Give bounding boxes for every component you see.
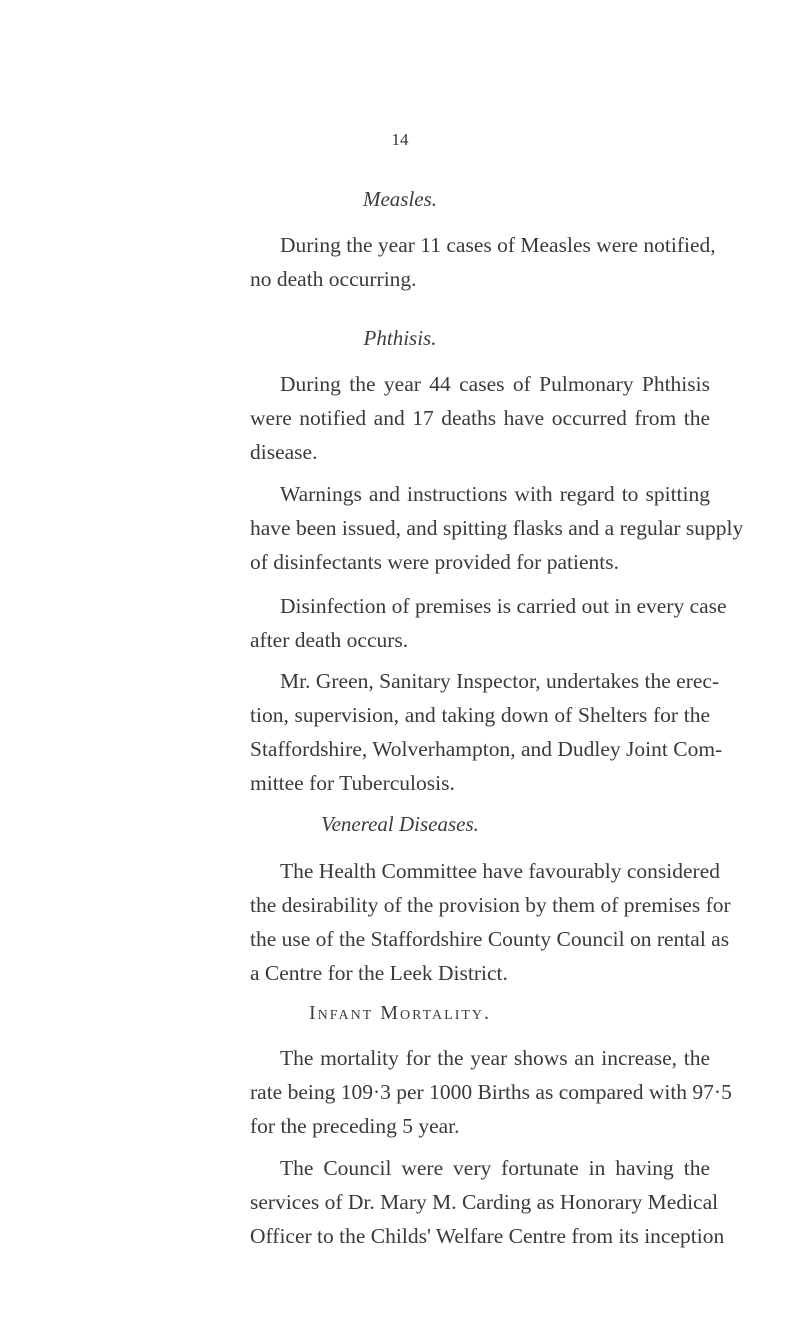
text-line: no death occurring. xyxy=(250,267,417,291)
text-line: Staffordshire, Wolverhampton, and Dudley Joint Com- xyxy=(250,737,723,761)
text-line: have been issued, and spitting flasks and a regular supply xyxy=(250,516,744,540)
paragraph-phthisis-1 xyxy=(250,367,710,469)
text-line: The Council were very fortunate in having the xyxy=(280,1156,710,1180)
heading-venereal-diseases: Venereal Diseases. xyxy=(321,812,479,836)
text-line: rate being 109·3 per 1000 Births as compared with 97·5 xyxy=(250,1080,732,1104)
text-line: the desirability of the provision by them of premises for xyxy=(250,893,731,917)
text-line: Warnings and instructions with regard to spitting xyxy=(280,482,710,506)
paragraph-venereal-1 xyxy=(250,854,731,990)
heading-infant-mortality: Infant Mortality. xyxy=(308,1002,492,1024)
text-line: disease. xyxy=(250,440,318,464)
text-line: after death occurs. xyxy=(250,628,409,652)
text-line: The Health Committee have favourably considered xyxy=(280,859,720,883)
paragraph-phthisis-3 xyxy=(250,589,727,657)
paragraph-measles-1 xyxy=(250,228,716,296)
text-line: The mortality for the year shows an increase, the xyxy=(280,1046,710,1070)
text-line: of disinfectants were provided for patients. xyxy=(250,550,619,574)
text-line: Officer to the Childs' Welfare Centre from its inception xyxy=(250,1224,725,1248)
page-number: 14 xyxy=(391,130,409,149)
paragraph-infant-1 xyxy=(250,1041,732,1143)
paragraph-phthisis-4 xyxy=(250,664,723,800)
text-line: Disinfection of premises is carried out in every case xyxy=(280,594,727,618)
text-line: Mr. Green, Sanitary Inspector, undertakes the erec- xyxy=(280,669,720,693)
heading-phthisis: Phthisis. xyxy=(363,326,437,350)
paragraph-phthisis-2 xyxy=(250,477,744,579)
text-line: services of Dr. Mary M. Carding as Honorary Medical xyxy=(250,1190,719,1214)
text-line: During the year 44 cases of Pulmonary Phthisis xyxy=(280,372,710,396)
heading-measles: Measles. xyxy=(362,187,438,211)
text-line: During the year 11 cases of Measles were notified, xyxy=(280,233,716,257)
text-line: the use of the Staffordshire County Council on rental as xyxy=(250,927,730,951)
text-line: a Centre for the Leek District. xyxy=(250,961,508,985)
text-line: tion, supervision, and taking down of Shelters for the xyxy=(250,703,710,727)
text-line: for the preceding 5 year. xyxy=(250,1114,460,1138)
text-line: were notified and 17 deaths have occurred from the xyxy=(250,406,710,430)
paragraph-infant-2 xyxy=(250,1151,725,1253)
text-line: mittee for Tuberculosis. xyxy=(250,771,455,795)
